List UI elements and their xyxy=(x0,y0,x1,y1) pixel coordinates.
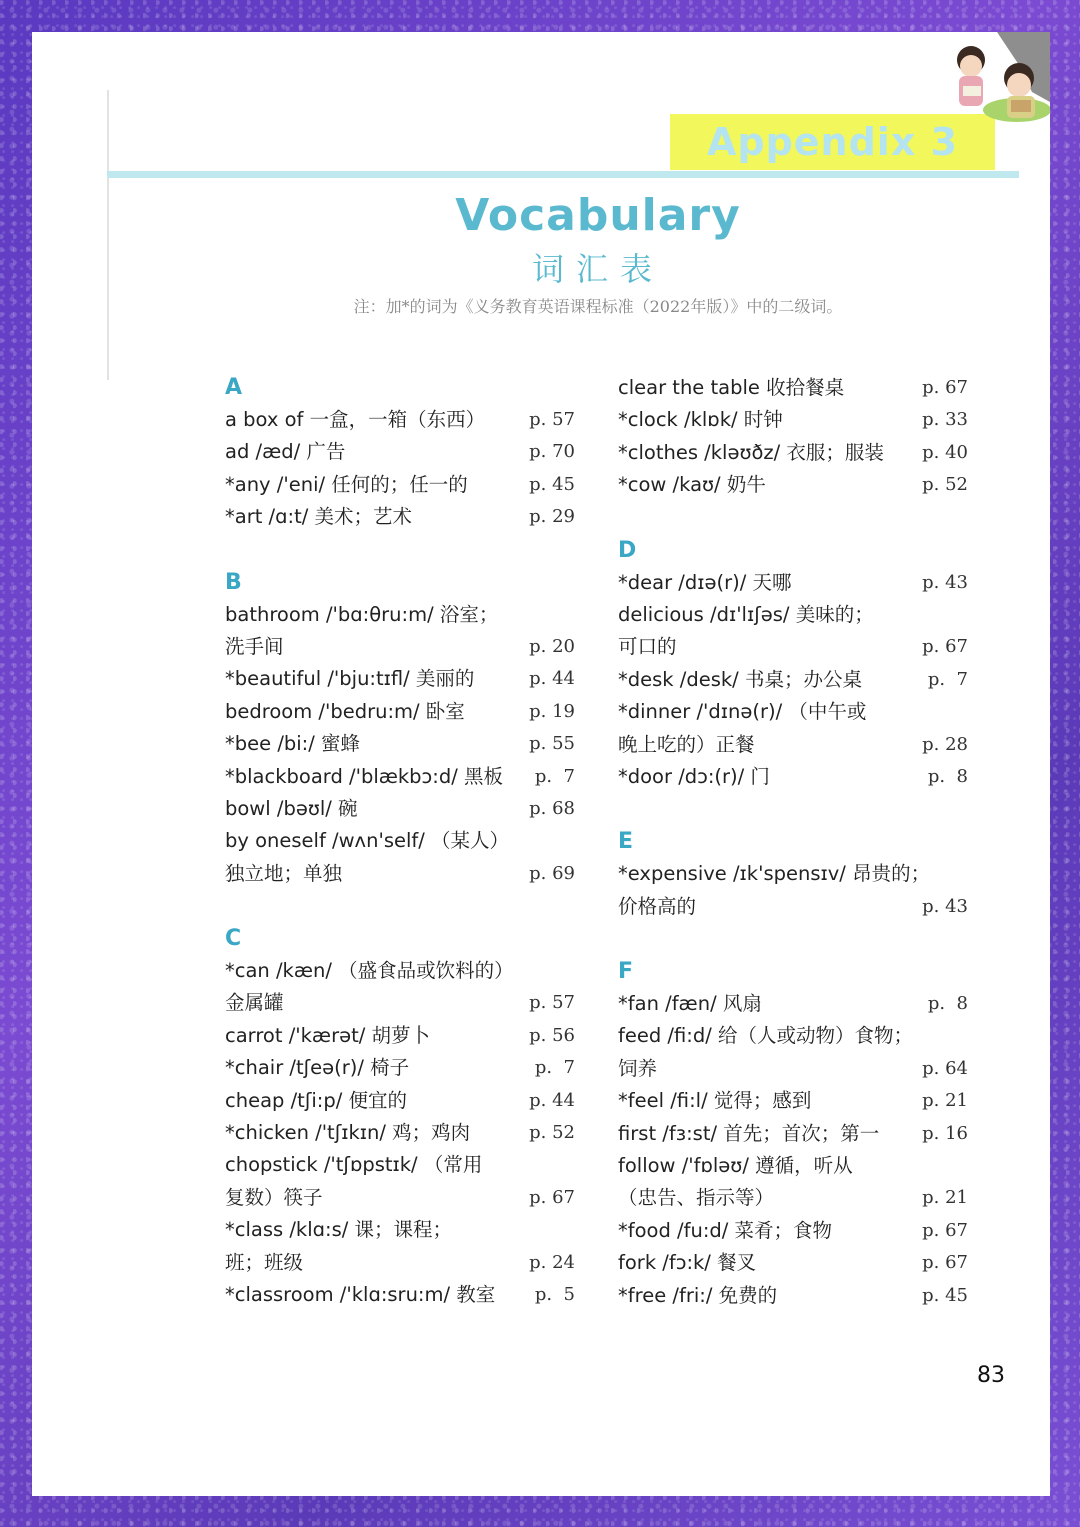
entry-text: *cow /kaʊ/ 奶牛 xyxy=(618,473,766,497)
page-reference: p. 69 xyxy=(529,862,575,884)
vocab-section xyxy=(618,502,968,794)
entry-text: *clothes /kləʊðz/ 衣服；服装 xyxy=(618,440,884,464)
entry-text: *feel /fi:l/ 觉得；感到 xyxy=(618,1089,812,1113)
entry-text: *door /dɔ:(r)/ 门 xyxy=(618,764,770,788)
page-reference: p. 67 xyxy=(922,377,968,398)
page-reference: p. 19 xyxy=(529,700,575,722)
page-reference: p. 45 xyxy=(922,1284,968,1306)
vocab-entry xyxy=(225,469,575,501)
page-reference: p. 43 xyxy=(922,895,968,917)
entry-text: *art /ɑ:t/ 美术；艺术 xyxy=(225,505,412,529)
page-title: Vocabulary xyxy=(455,190,741,241)
vocab-entry xyxy=(225,1085,575,1117)
right-column xyxy=(618,372,968,1312)
section-letter: A xyxy=(225,375,243,400)
vocab-section xyxy=(225,890,575,1311)
left-column xyxy=(225,372,575,1311)
entry-text: *chicken /'tʃɪkɪn/ 鸡；鸡肉 xyxy=(225,1121,471,1145)
vocab-entry xyxy=(618,469,968,501)
entry-text: follow /'fɒləʊ/ 遵循，听从 xyxy=(618,1154,853,1178)
page-reference: p. 21 xyxy=(922,1090,968,1112)
page-reference: p. 28 xyxy=(922,733,968,755)
entry-text: bedroom /'bedru:m/ 卧室 xyxy=(225,699,465,723)
entry-text: 班；班级 xyxy=(225,1250,304,1274)
vocab-entry xyxy=(225,1149,575,1214)
entry-text: by oneself /wʌn'self/ （某人） xyxy=(225,829,510,853)
page-reference: p. 45 xyxy=(529,473,575,495)
page-reference: p. 8 xyxy=(927,765,968,787)
vocab-entry xyxy=(225,1052,575,1084)
vocab-entry xyxy=(618,1280,968,1312)
entry-text: *expensive /ɪk'spensɪv/ 昂贵的； xyxy=(618,862,931,886)
page-reference: p. 44 xyxy=(529,668,575,690)
vocab-entry xyxy=(225,1117,575,1149)
vocab-section xyxy=(618,793,968,923)
page-reference: p. 8 xyxy=(927,993,968,1015)
page-reference: p. 16 xyxy=(922,1122,968,1144)
entry-text: *any /'eni/ 任何的；任一的 xyxy=(225,472,468,496)
vocab-entry xyxy=(618,1085,968,1117)
entry-text: *bee /bi:/ 蜜蜂 xyxy=(225,732,361,756)
section-letter: C xyxy=(225,926,242,952)
page-reference: p. 7 xyxy=(927,668,968,690)
vocab-entry xyxy=(618,1150,968,1215)
textbook-page xyxy=(32,32,1050,1496)
entry-text: 价格高的 xyxy=(618,894,697,918)
page-reference: p. 21 xyxy=(922,1187,968,1209)
vocabulary-note: 注：加*的词为《义务教育英语课程标准（2022年版）》中的二级词。 xyxy=(353,297,843,316)
vocab-entry xyxy=(618,1215,968,1247)
entry-text: feed /fi:d/ 给（人或动物）食物； xyxy=(618,1024,914,1048)
page-reference: p. 40 xyxy=(922,441,968,463)
section-gap xyxy=(618,793,968,826)
entry-text: *clock /klɒk/ 时钟 xyxy=(618,408,783,432)
vocab-entry xyxy=(618,404,968,436)
entry-text: carrot /'kærət/ 胡萝卜 xyxy=(225,1023,431,1047)
vocab-entry xyxy=(225,696,575,728)
vocab-entry xyxy=(225,1214,575,1279)
entry-text: *can /kæn/ （盛食品或饮料的） xyxy=(225,959,514,983)
entry-text: *classroom /'klɑ:sru:m/ 教室 xyxy=(225,1282,496,1306)
vocab-entry xyxy=(618,372,968,404)
entry-text: ad /æd/ 广告 xyxy=(225,440,346,464)
page-reference: p. 5 xyxy=(534,1283,575,1305)
entry-text: delicious /dɪ'lɪʃəs/ 美味的； xyxy=(618,602,874,626)
vocab-entry xyxy=(618,858,968,923)
entry-text: 可口的 xyxy=(618,635,677,659)
page-number: 83 xyxy=(977,1363,1005,1388)
vocab-entry xyxy=(618,761,968,793)
vocab-entry xyxy=(225,501,575,533)
entry-text: fork /fɔ:k/ 餐叉 xyxy=(618,1251,757,1275)
entry-text: 晚上吃的）正餐 xyxy=(618,732,755,756)
entry-text: *dear /dɪə(r)/ 天哪 xyxy=(618,570,792,594)
vocab-entry xyxy=(225,955,575,1020)
page-reference: p. 29 xyxy=(529,506,575,528)
entry-text: *free /fri:/ 免费的 xyxy=(618,1283,778,1307)
section-letter: E xyxy=(618,829,634,855)
page-reference: p. 43 xyxy=(922,571,968,593)
page-reference: p. 70 xyxy=(529,441,575,463)
section-letter: B xyxy=(225,569,242,595)
entry-text: first /fɜ:st/ 首先；首次；第一 xyxy=(618,1121,880,1145)
entry-text: *blackboard /'blækbɔ:d/ 黑板 xyxy=(225,764,503,788)
entry-text: *chair /tʃeə(r)/ 椅子 xyxy=(225,1056,410,1080)
header-rule xyxy=(107,171,1019,178)
section-letter: D xyxy=(618,537,637,563)
vocab-entry xyxy=(618,1118,968,1150)
reading-children-illustration xyxy=(937,32,1050,124)
page-reference: p. 44 xyxy=(529,1089,575,1111)
vocab-entry xyxy=(618,567,968,599)
page-reference: p. 68 xyxy=(529,797,575,819)
page-reference: p. 24 xyxy=(529,1251,575,1273)
section-gap xyxy=(618,502,968,535)
page-reference: p. 57 xyxy=(529,992,575,1014)
entry-text: 独立地；单独 xyxy=(225,861,343,885)
vocab-section xyxy=(618,372,968,502)
entry-text: a box of 一盒，一箱（东西） xyxy=(225,408,486,431)
page-reference: p. 67 xyxy=(922,1252,968,1274)
vocab-entry xyxy=(618,664,968,696)
entry-text: cheap /tʃi:p/ 便宜的 xyxy=(225,1088,408,1112)
entry-text: 饲养 xyxy=(618,1056,658,1080)
page-reference: p. 52 xyxy=(922,474,968,496)
entry-text: 金属罐 xyxy=(225,991,284,1015)
vocab-entry xyxy=(618,437,968,469)
page-reference: p. 67 xyxy=(922,636,968,658)
vocab-entry xyxy=(225,1020,575,1052)
page-reference: p. 7 xyxy=(534,765,575,787)
page-reference: p. 57 xyxy=(529,409,575,430)
page-reference: p. 20 xyxy=(529,635,575,657)
vocab-entry xyxy=(225,728,575,760)
entry-text: *dinner /'dɪnə(r)/ （中午或 xyxy=(618,700,867,724)
vocab-entry xyxy=(618,988,968,1020)
vocab-entry xyxy=(618,1020,968,1085)
entry-text: *food /fu:d/ 菜肴；食物 xyxy=(618,1218,833,1242)
page-reference: p. 52 xyxy=(529,1122,575,1144)
vocab-entry xyxy=(225,793,575,825)
page-reference: p. 67 xyxy=(529,1186,575,1208)
vocab-entry xyxy=(225,599,575,664)
entry-text: *beautiful /'bju:tɪfl/ 美丽的 xyxy=(225,667,475,691)
page-reference: p. 7 xyxy=(534,1057,575,1079)
page-reference: p. 33 xyxy=(922,409,968,431)
appendix-label: Appendix 3 xyxy=(706,120,959,164)
vocab-section xyxy=(618,923,968,1312)
vocab-entry xyxy=(618,599,968,664)
section-gap xyxy=(225,534,575,567)
section-gap xyxy=(225,890,575,923)
vocab-entry xyxy=(618,1247,968,1279)
entry-text: bathroom /'bɑ:θru:m/ 浴室； xyxy=(225,602,499,626)
vocab-entry xyxy=(225,1279,575,1311)
section-letter: F xyxy=(618,959,634,985)
page-subtitle: 词汇表 xyxy=(531,250,664,288)
vocab-section xyxy=(225,372,575,534)
vocab-entry xyxy=(225,436,575,468)
page-reference: p. 64 xyxy=(922,1057,968,1079)
page-reference: p. 67 xyxy=(922,1219,968,1241)
vocab-entry xyxy=(225,761,575,793)
page-reference: p. 55 xyxy=(529,733,575,755)
entry-text: *class /klɑ:s/ 课；课程； xyxy=(225,1218,453,1242)
entry-text: *desk /desk/ 书桌；办公桌 xyxy=(618,667,862,691)
vocab-entry xyxy=(618,696,968,761)
entry-text: clear the table 收拾餐桌 xyxy=(618,376,845,399)
entry-text: *fan /fæn/ 风扇 xyxy=(618,992,762,1016)
page-reference: p. 56 xyxy=(529,1024,575,1046)
entry-text: 洗手间 xyxy=(225,634,284,658)
vocab-section xyxy=(225,534,575,891)
entry-text: 复数）筷子 xyxy=(225,1185,323,1209)
entry-text: bowl /bəʊl/ 碗 xyxy=(225,796,358,820)
entry-text: （忠告、指示等） xyxy=(618,1186,775,1210)
entry-text: chopstick /'tʃɒpstɪk/ （常用 xyxy=(225,1153,483,1177)
section-gap xyxy=(618,923,968,956)
vocab-entry xyxy=(225,663,575,695)
vocab-entry xyxy=(225,404,575,436)
vocab-entry xyxy=(225,825,575,890)
